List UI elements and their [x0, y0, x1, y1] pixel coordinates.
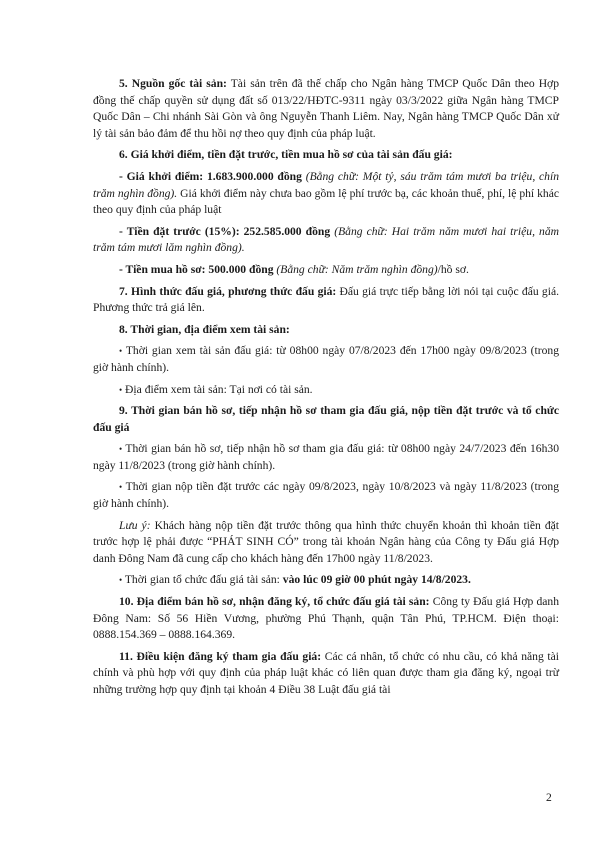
start-price-label: - Giá khởi điểm: 1.683.900.000 đồng [119, 169, 302, 183]
section-5-text: Tài sản trên đã thế chấp cho Ngân hàng TMCP Quốc Dân theo Hợp đồng thế chấp quyền sử dụng đất số 013/22/HĐTC-9311 ngày 03/3/2022 giữa Ngân hàng TMCP Quốc Dân – Chi nhánh Sài Gòn và ông Nguyễn Thanh Liêm. Nay, Ngân hàng TMCP Quốc Dân xử lý tài sản bảo đảm để thu hồi nợ theo quy định của pháp luật. [93, 77, 559, 140]
deposit-label: - Tiền đặt trước (15%): 252.585.000 đồng [119, 224, 331, 238]
deposit-words: (Bằng chữ: Hai trăm năm mươi hai triệu, năm trăm tám mươi lăm nghìn đồng). [93, 224, 559, 255]
section-8-bullet-1 [93, 343, 559, 376]
note-label: Lưu ý: [119, 518, 151, 532]
file-fee-words: (Bằng chữ: Năm trăm nghìn đồng) [273, 262, 438, 276]
page-number: 2 [546, 791, 552, 804]
bullet-icon: • [119, 346, 123, 357]
deposit [93, 224, 559, 257]
section-9-bullet-3-text: Thời gian tổ chức đấu giá tài sản: [122, 573, 283, 587]
section-6-heading-para [93, 147, 559, 164]
section-9-bullet-1 [93, 441, 559, 474]
section-9-heading: 9. Thời gian bán hồ sơ, tiếp nhận hồ sơ tham gia đấu giá, nộp tiền đặt trước và tổ chức đấu giá [93, 404, 559, 434]
section-9-bullet-2 [93, 479, 559, 512]
section-8-bullet-1-text: Thời gian xem tài sản đấu giá: từ 08h00 ngày 07/8/2023 đến 17h00 ngày 09/8/2023 (trong giờ hành chính). [93, 344, 559, 374]
auction-time: vào lúc 09 giờ 00 phút ngày 14/8/2023. [282, 573, 471, 587]
section-10 [93, 594, 559, 644]
section-10-text: Công ty Đấu giá Hợp danh Đông Nam: Số 56 Hiền Vương, phường Phú Thạnh, quận Tân Phú, TP.HCM. Điện thoại: 0888.154.369 – 0888.164.369. [93, 595, 559, 642]
section-9-note [93, 518, 559, 568]
section-8-heading-para [93, 322, 559, 339]
section-11 [93, 649, 559, 699]
section-8-bullet-2 [93, 382, 559, 399]
start-price-words: (Bằng chữ: Một tỷ, sáu trăm tám mươi ba triệu, chín trăm nghìn đồng). [93, 169, 560, 200]
bullet-icon: • [119, 482, 123, 493]
section-8-heading: 8. Thời gian, địa điểm xem tài sản: [119, 322, 290, 336]
bullet-icon: • [119, 384, 123, 395]
section-9-heading-para [93, 403, 559, 436]
section-11-heading: 11. Điều kiện đăng ký tham gia đấu giá: [119, 649, 322, 663]
start-price [93, 169, 559, 219]
file-fee [93, 262, 559, 279]
file-fee-suffix: /hồ sơ. [437, 262, 469, 276]
bullet-icon: • [119, 444, 123, 455]
note-text: Khách hàng nộp tiền đặt trước thông qua hình thức chuyển khoản thì khoản tiền đặt trước hợp lệ phải được “PHÁT SINH CÓ” trong tài khoản Ngân hàng của Công ty Đấu giá Hợp danh Đông Nam đã cung cấp cho khách hàng đến 17h00 ngày 11/8/2023. [93, 518, 559, 565]
section-9-bullet-2-text: Thời gian nộp tiền đặt trước các ngày 09/8/2023, ngày 10/8/2023 và ngày 11/8/2023 (trong giờ hành chính). [93, 480, 559, 511]
section-10-heading: 10. Địa điểm bán hồ sơ, nhận đăng ký, tổ chức đấu giá tài sản: [119, 595, 430, 609]
document-body [93, 76, 559, 704]
file-fee-label: - Tiền mua hồ sơ: 500.000 đồng [119, 262, 274, 276]
bullet-icon: • [119, 575, 123, 586]
section-9-bullet-1-text: Thời gian bán hồ sơ, tiếp nhận hồ sơ tham gia đấu giá: từ 08h00 ngày 24/7/2023 đến 16h30 ngày 11/8/2023 (trong giờ hành chính). [93, 442, 559, 472]
section-7-heading: 7. Hình thức đấu giá, phương thức đấu giá: [119, 284, 337, 298]
section-9-bullet-3 [93, 572, 559, 589]
section-8-bullet-2-text: Địa điểm xem tài sản: Tại nơi có tài sản. [122, 382, 313, 396]
section-5 [93, 76, 559, 142]
section-7 [93, 284, 559, 317]
section-11-text: Các cá nhân, tổ chức có nhu cầu, có khả năng tài chính và phù hợp với quy định của pháp luật khác có liên quan được tham gia đăng ký, ngoại trừ những trường hợp quy định tại khoản 4 Điều 38 Luật đấu giá tài [93, 649, 559, 696]
start-price-note: Giá khởi điểm này chưa bao gồm lệ phí trước bạ, các khoản thuế, phí, lệ phí khác theo quy định của pháp luật [93, 186, 559, 217]
section-7-text: Đấu giá trực tiếp bằng lời nói tại cuộc đấu giá. Phương thức trả giá lên. [93, 284, 559, 315]
section-6-heading: 6. Giá khởi điểm, tiền đặt trước, tiền mua hồ sơ của tài sản đấu giá: [119, 148, 453, 162]
section-5-heading: 5. Nguồn gốc tài sản: [119, 77, 227, 90]
